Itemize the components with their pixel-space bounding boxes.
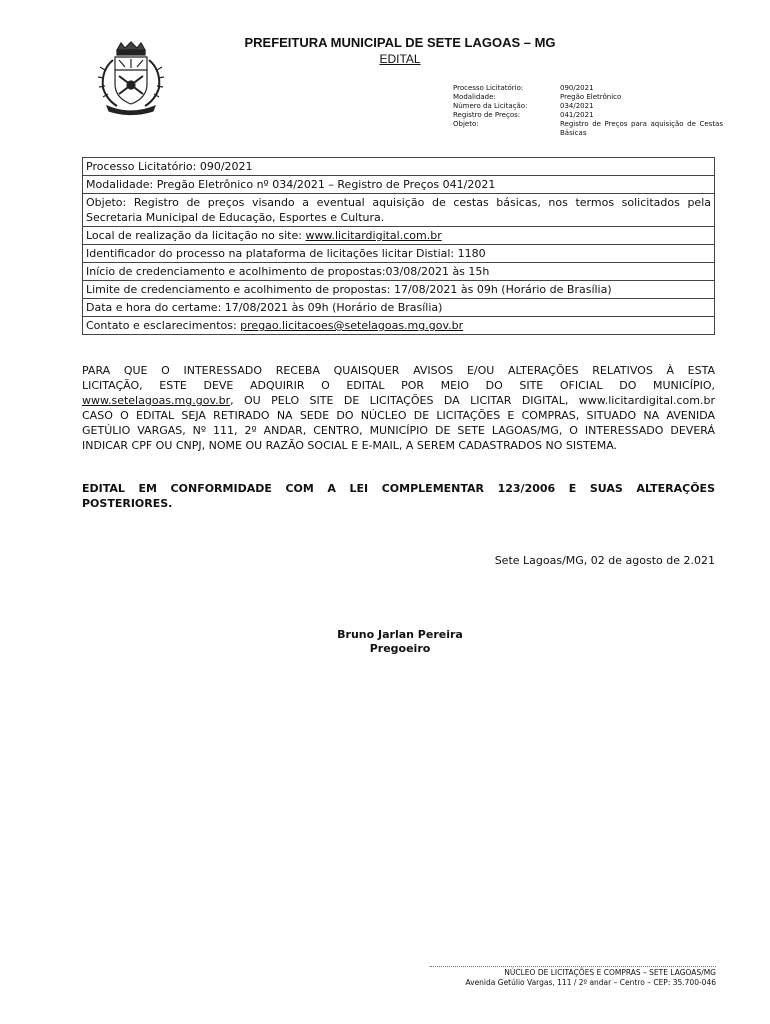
notice-line: [82, 393, 715, 408]
notice-line-text: , OU PELO SITE DE LICITAÇÕES DA LICITAR DIGITAL, www.licitardigital.com.br: [230, 394, 715, 407]
municipal-site-link[interactable]: www.setelagoas.mg.gov.br: [82, 394, 231, 407]
process-summary: [453, 84, 723, 138]
contato-label: Contato e esclarecimentos:: [86, 319, 241, 332]
meta-value: Registro de Preços para aquisição de Cestas Básicas: [560, 120, 723, 137]
info-row-data-certame: Data e hora do certame: 17/08/2021 às 09h (Horário de Brasília): [83, 298, 714, 316]
meta-label: Modalidade:: [453, 93, 496, 101]
date-line: Sete Lagoas/MG, 02 de agosto de 2.021: [494, 554, 715, 567]
page-title: PREFEITURA MUNICIPAL DE SETE LAGOAS – MG: [244, 35, 556, 50]
law-line: EDITAL EM CONFORMIDADE COM A LEI COMPLEMENTAR 123/2006 E SUAS ALTERAÇÕES: [82, 482, 715, 495]
contact-email-link[interactable]: pregao.licitacoes@setelagoas.mg.gov.br: [240, 319, 464, 332]
meta-row: [453, 120, 723, 138]
info-row-objeto: Objeto: Registro de preços visando a eventual aquisição de cestas básicas, nos termos solicitados pela Secretaria Municipal de Educação, Esportes e Cultura.: [83, 193, 714, 226]
info-row-processo: Processo Licitatório: 090/2021: [86, 160, 253, 173]
signer-role: Pregoeiro: [369, 642, 431, 655]
info-row-local: [83, 226, 714, 244]
meta-row: [453, 93, 723, 102]
signer-name: Bruno Jarlan Pereira: [337, 628, 463, 641]
info-row-contato: [83, 316, 714, 334]
meta-label: Registro de Preços:: [453, 111, 521, 119]
law-line: POSTERIORES.: [82, 497, 173, 510]
notice-line: LICITAÇÃO, ESTE DEVE ADQUIRIR O EDITAL POR MEIO DO SITE OFICIAL DO MUNICÍPIO,: [82, 379, 715, 392]
footer-divider: [430, 966, 716, 967]
notice-paragraph: [82, 363, 715, 453]
signature-block: [200, 628, 600, 656]
info-row-inicio: Início de credenciamento e acolhimento de propostas:03/08/2021 às 15h: [83, 262, 714, 280]
meta-label: Número da Licitação:: [453, 102, 528, 110]
meta-value: Pregão Eletrônico: [560, 93, 622, 101]
notice-line: GETÚLIO VARGAS, Nº 111, 2º ANDAR, CENTRO, MUNICÍPIO DE SETE LAGOAS/MG, O INTERESSADO DEVERÁ: [82, 424, 715, 437]
meta-row: [453, 102, 723, 111]
local-label: Local de realização da licitação no site:: [86, 229, 306, 242]
notice-line: PARA QUE O INTERESSADO RECEBA QUAISQUER AVISOS E/OU ALTERAÇÕES RELATIVOS À ESTA: [82, 364, 715, 377]
meta-label: Processo Licitatório:: [453, 84, 524, 92]
document-type: EDITAL: [379, 52, 421, 66]
law-compliance-statement: [82, 481, 715, 511]
meta-row: [453, 111, 723, 120]
footer-office: NÚCLEO DE LICITAÇÕES E COMPRAS – SETE LAGOAS/MG: [504, 968, 716, 977]
info-row-identificador: Identificador do processo na plataforma de licitações licitar Distial: 1180: [83, 244, 714, 262]
meta-label: Objeto:: [453, 120, 479, 128]
meta-value: 041/2021: [560, 111, 594, 119]
notice-line: INDICAR CPF OU CNPJ, NOME OU RAZÃO SOCIAL E E-MAIL, A SEREM CADASTRADOS NO SISTEMA.: [82, 439, 618, 452]
info-row-limite: Limite de credenciamento e acolhimento de propostas: 17/08/2021 às 09h (Horário de Brasília): [83, 280, 714, 298]
footer-address: Avenida Getúlio Vargas, 111 / 2º andar – Centro – CEP: 35.700-046: [465, 978, 716, 987]
info-row-modalidade: Modalidade: Pregão Eletrônico nº 034/2021 – Registro de Preços 041/2021: [83, 175, 714, 193]
meta-row: [453, 84, 723, 93]
meta-value: 034/2021: [560, 102, 594, 110]
process-info-table: [82, 157, 715, 335]
meta-value: 090/2021: [560, 84, 594, 92]
page-footer: [400, 968, 716, 988]
licitar-digital-link[interactable]: www.licitardigital.com.br: [305, 229, 442, 242]
notice-line: CASO O EDITAL SEJA RETIRADO NA SEDE DO NÚCLEO DE LICITAÇÕES E COMPRAS, SITUADO NA AVENIDA: [82, 409, 715, 422]
